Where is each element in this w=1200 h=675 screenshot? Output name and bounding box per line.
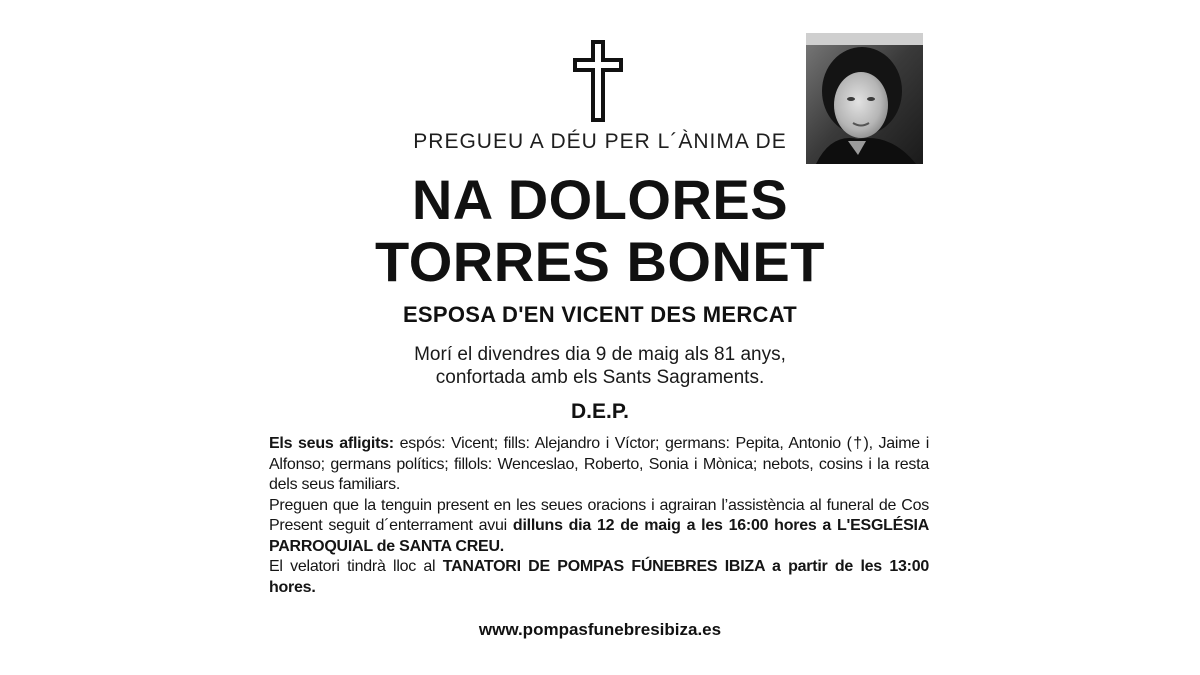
- spouse-subtitle: ESPOSA D'EN VICENT DES MERCAT: [402, 302, 798, 327]
- funeral-text: Preguen que la tenguin present en les seues oracions i agrairan l’assistència al funeral de Cos Present seguit d´enterrament avui: [269, 496, 929, 534]
- mourners-label: Els seus afligits:: [269, 435, 394, 452]
- wake-text: El velatori tindrà lloc al: [269, 558, 443, 575]
- website-link[interactable]: www.pompasfunebresibiza.es: [478, 620, 722, 639]
- wake-paragraph: [269, 557, 929, 598]
- funeral-details: dilluns dia 12 de maig a les 16:00 hores a L'ESGLÉSIA PARROQUIAL de SANTA CREU.: [269, 517, 930, 555]
- mourners-text: espós: Vicent; fills: Alejandro i Víctor; germans: Pepita, Antonio (†), Jaime i Alfonso; germans polítics; fillols: Wenceslao, Roberto, Sonia i Mònica; nebots, cosins i la resta dels seus familiars.: [269, 435, 930, 493]
- prayer-heading: PREGUEU A DÉU PER L´ÀNIMA DE: [413, 130, 787, 153]
- death-notice-line2: confortada amb els Sants Sagraments.: [435, 367, 765, 388]
- deceased-name-line2: TORRES BONET: [375, 230, 825, 293]
- death-notice: [300, 343, 900, 389]
- death-notice-line1: Morí el divendres dia 9 de maig als 81 anys,: [414, 344, 786, 365]
- funeral-paragraph: [269, 496, 929, 558]
- wake-details: TANATORI DE POMPAS FÚNEBRES IBIZA a partir de les 13:00 hores.: [269, 558, 930, 596]
- dep-label: D.E.P.: [571, 400, 629, 423]
- cross-icon: [572, 40, 624, 122]
- deceased-name-line1: NA DOLORES: [411, 168, 789, 231]
- mourners-paragraph: [269, 434, 929, 496]
- obituary-body: [269, 434, 929, 598]
